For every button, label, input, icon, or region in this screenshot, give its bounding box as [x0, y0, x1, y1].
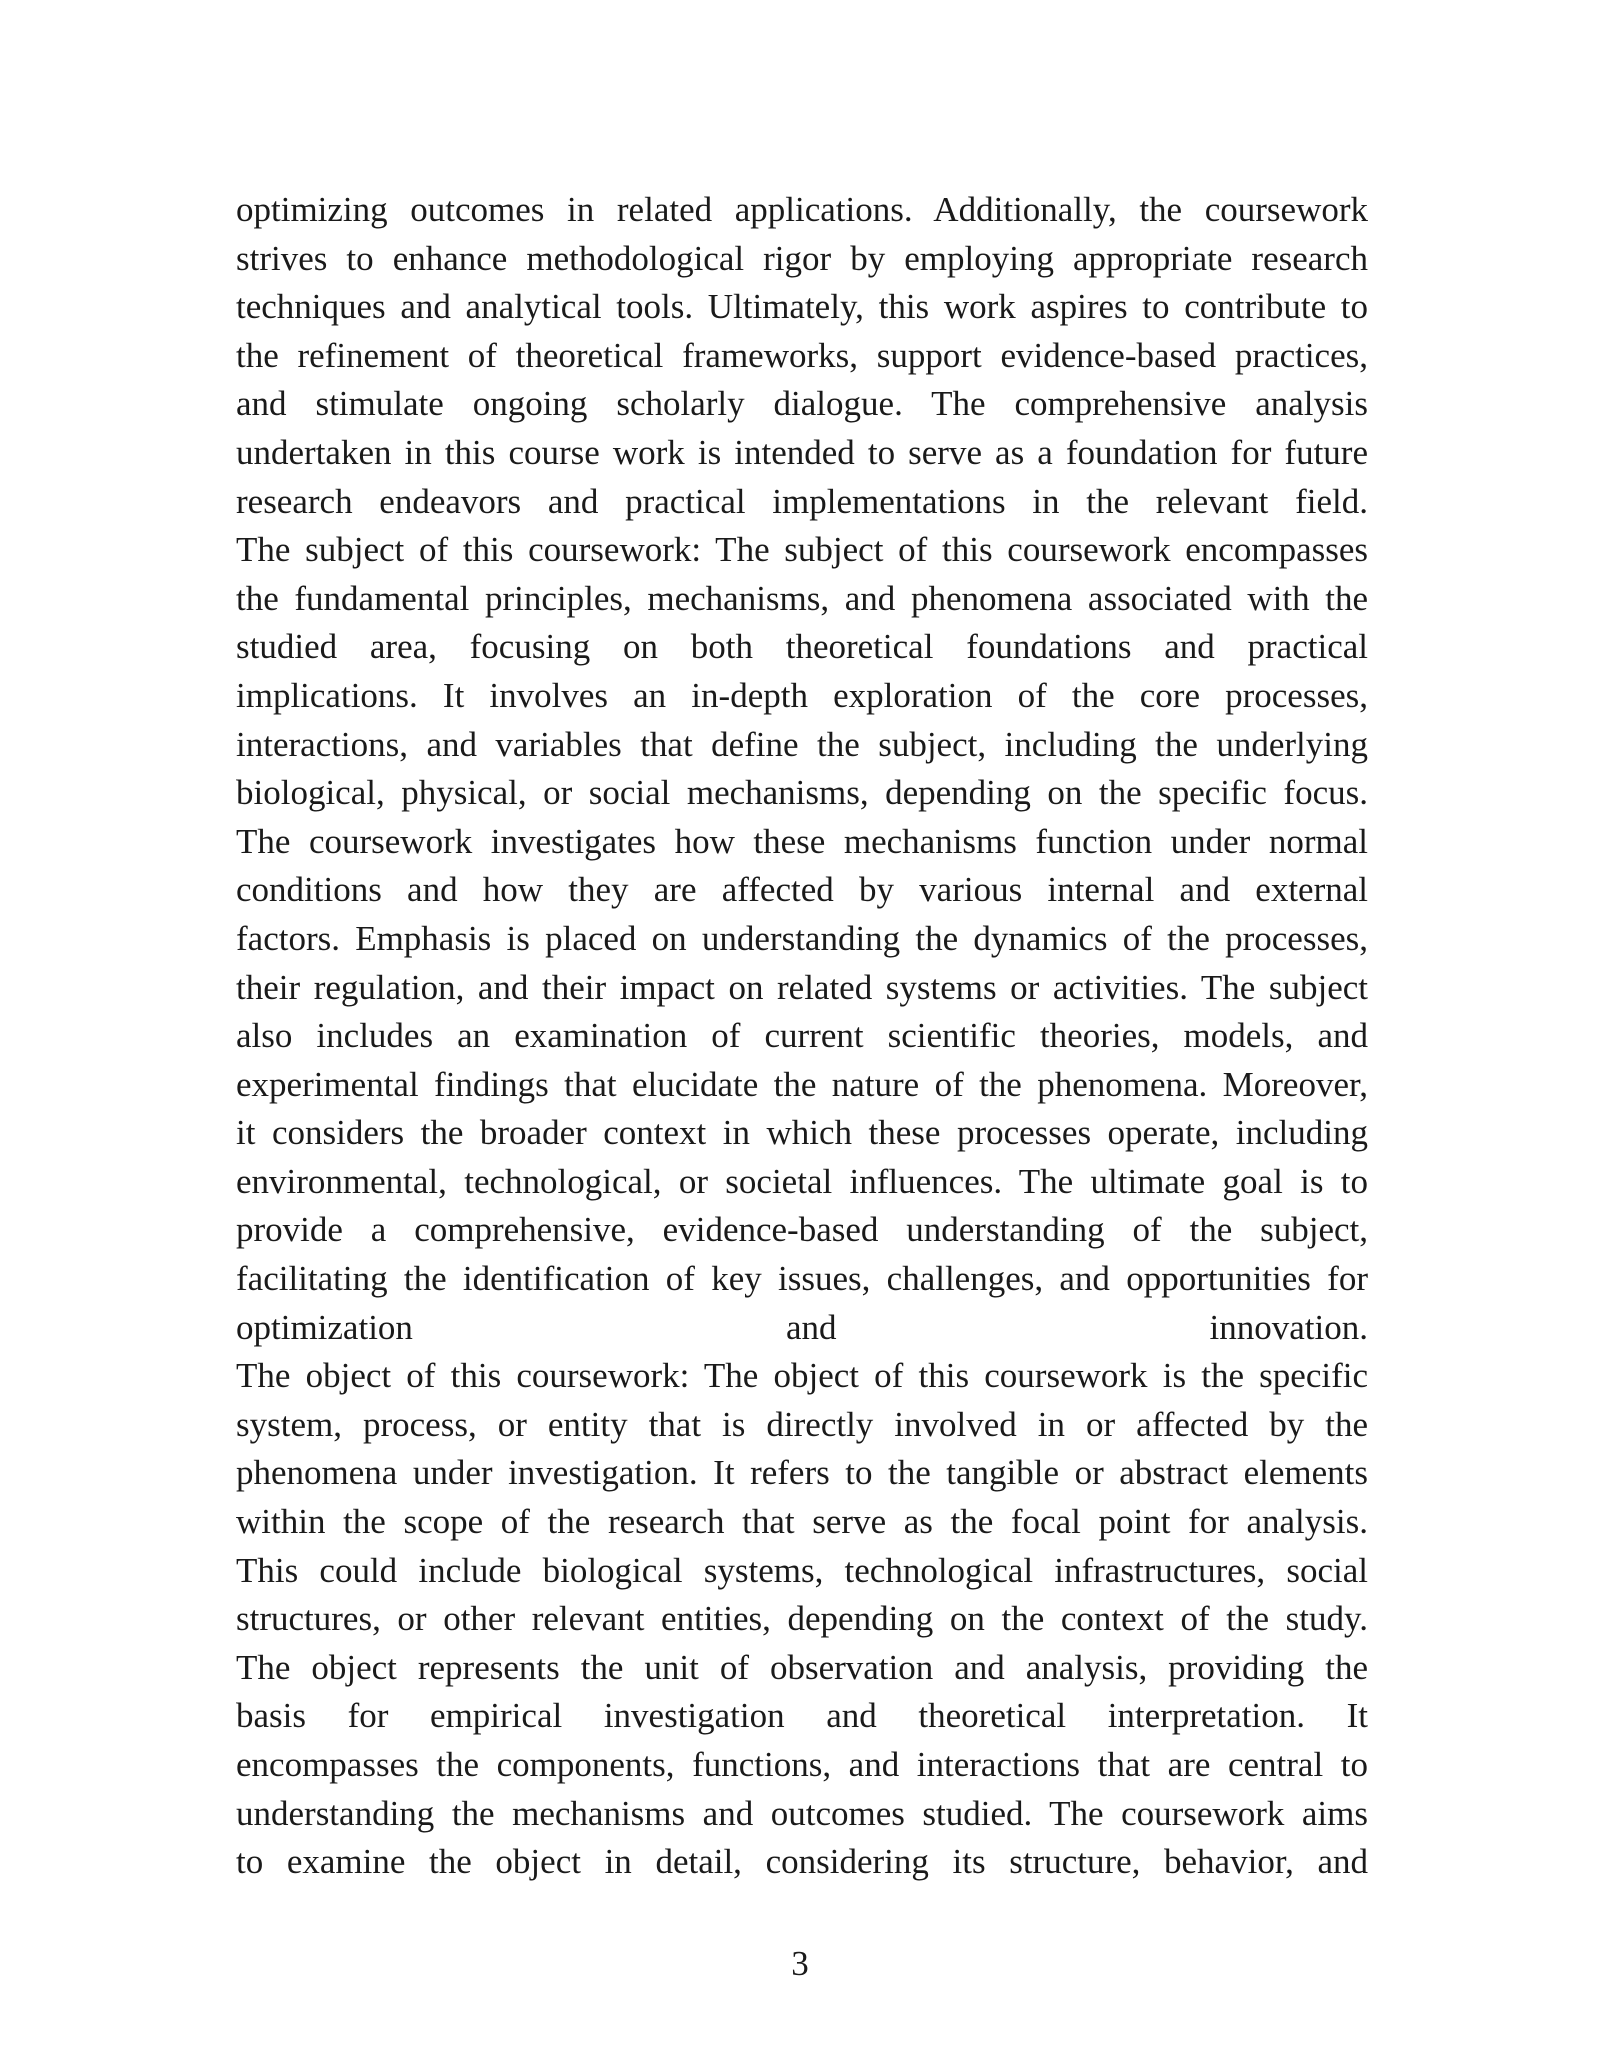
text-line: the fundamental principles, mechanisms, and phenomena associated with the [236, 578, 1368, 618]
text-line: facilitating the identification of key issues, challenges, and opportunities for [236, 1259, 1368, 1299]
text-line: system, process, or entity that is directly involved in or affected by the [236, 1404, 1368, 1444]
text-line: This could include biological systems, technological infrastructures, social [236, 1550, 1368, 1590]
text-line: phenomena under investigation. It refers to the tangible or abstract elements [236, 1453, 1368, 1493]
text-line: The subject of this coursework: The subject of this coursework encompasses [236, 530, 1368, 570]
text-line: the refinement of theoretical frameworks, support evidence-based practices, [236, 335, 1368, 375]
text-line: optimization and innovation. [236, 1307, 1368, 1347]
text-line: research endeavors and practical implementations in the relevant field. [236, 481, 1368, 521]
text-line: basis for empirical investigation and theoretical interpretation. It [236, 1696, 1368, 1736]
text-line: to examine the object in detail, considering its structure, behavior, and [236, 1842, 1368, 1882]
text-line: factors. Emphasis is placed on understanding the dynamics of the processes, [236, 918, 1368, 958]
text-line: it considers the broader context in which these processes operate, including [236, 1113, 1368, 1153]
text-line: The object of this coursework: The object of this coursework is the specific [236, 1356, 1368, 1396]
page-number: 3 [791, 1944, 809, 1983]
text-line: environmental, technological, or societal influences. The ultimate goal is to [236, 1161, 1368, 1201]
text-line: undertaken in this course work is intended to serve as a foundation for future [236, 432, 1368, 472]
text-line: The coursework investigates how these mechanisms function under normal [236, 821, 1368, 861]
text-line: techniques and analytical tools. Ultimately, this work aspires to contribute to [236, 287, 1368, 327]
text-line: understanding the mechanisms and outcomes studied. The coursework aims [236, 1793, 1368, 1833]
text-line: also includes an examination of current scientific theories, models, and [236, 1016, 1368, 1056]
text-line: optimizing outcomes in related applications. Additionally, the coursework [236, 190, 1368, 229]
text-line: studied area, focusing on both theoretical foundations and practical [236, 627, 1368, 667]
text-line: biological, physical, or social mechanisms, depending on the specific focus. [236, 773, 1368, 813]
text-line: conditions and how they are affected by various internal and external [236, 870, 1368, 910]
text-line: interactions, and variables that define the subject, including the underlying [236, 724, 1368, 764]
text-line: encompasses the components, functions, and interactions that are central to [236, 1745, 1368, 1784]
text-line: their regulation, and their impact on related systems or activities. The subject [236, 967, 1368, 1007]
body-text [236, 186, 1368, 1887]
text-line: and stimulate ongoing scholarly dialogue. The comprehensive analysis [236, 384, 1368, 424]
text-line: experimental findings that elucidate the nature of the phenomena. Moreover, [236, 1064, 1368, 1104]
text-line: structures, or other relevant entities, depending on the context of the study. [236, 1599, 1368, 1639]
text-line: The object represents the unit of observation and analysis, providing the [236, 1647, 1368, 1687]
text-line: strives to enhance methodological rigor by employing appropriate research [236, 238, 1368, 278]
text-line: within the scope of the research that serve as the focal point for analysis. [236, 1502, 1368, 1542]
text-line: implications. It involves an in-depth exploration of the core processes, [236, 675, 1368, 715]
text-line: provide a comprehensive, evidence-based understanding of the subject, [236, 1210, 1368, 1250]
